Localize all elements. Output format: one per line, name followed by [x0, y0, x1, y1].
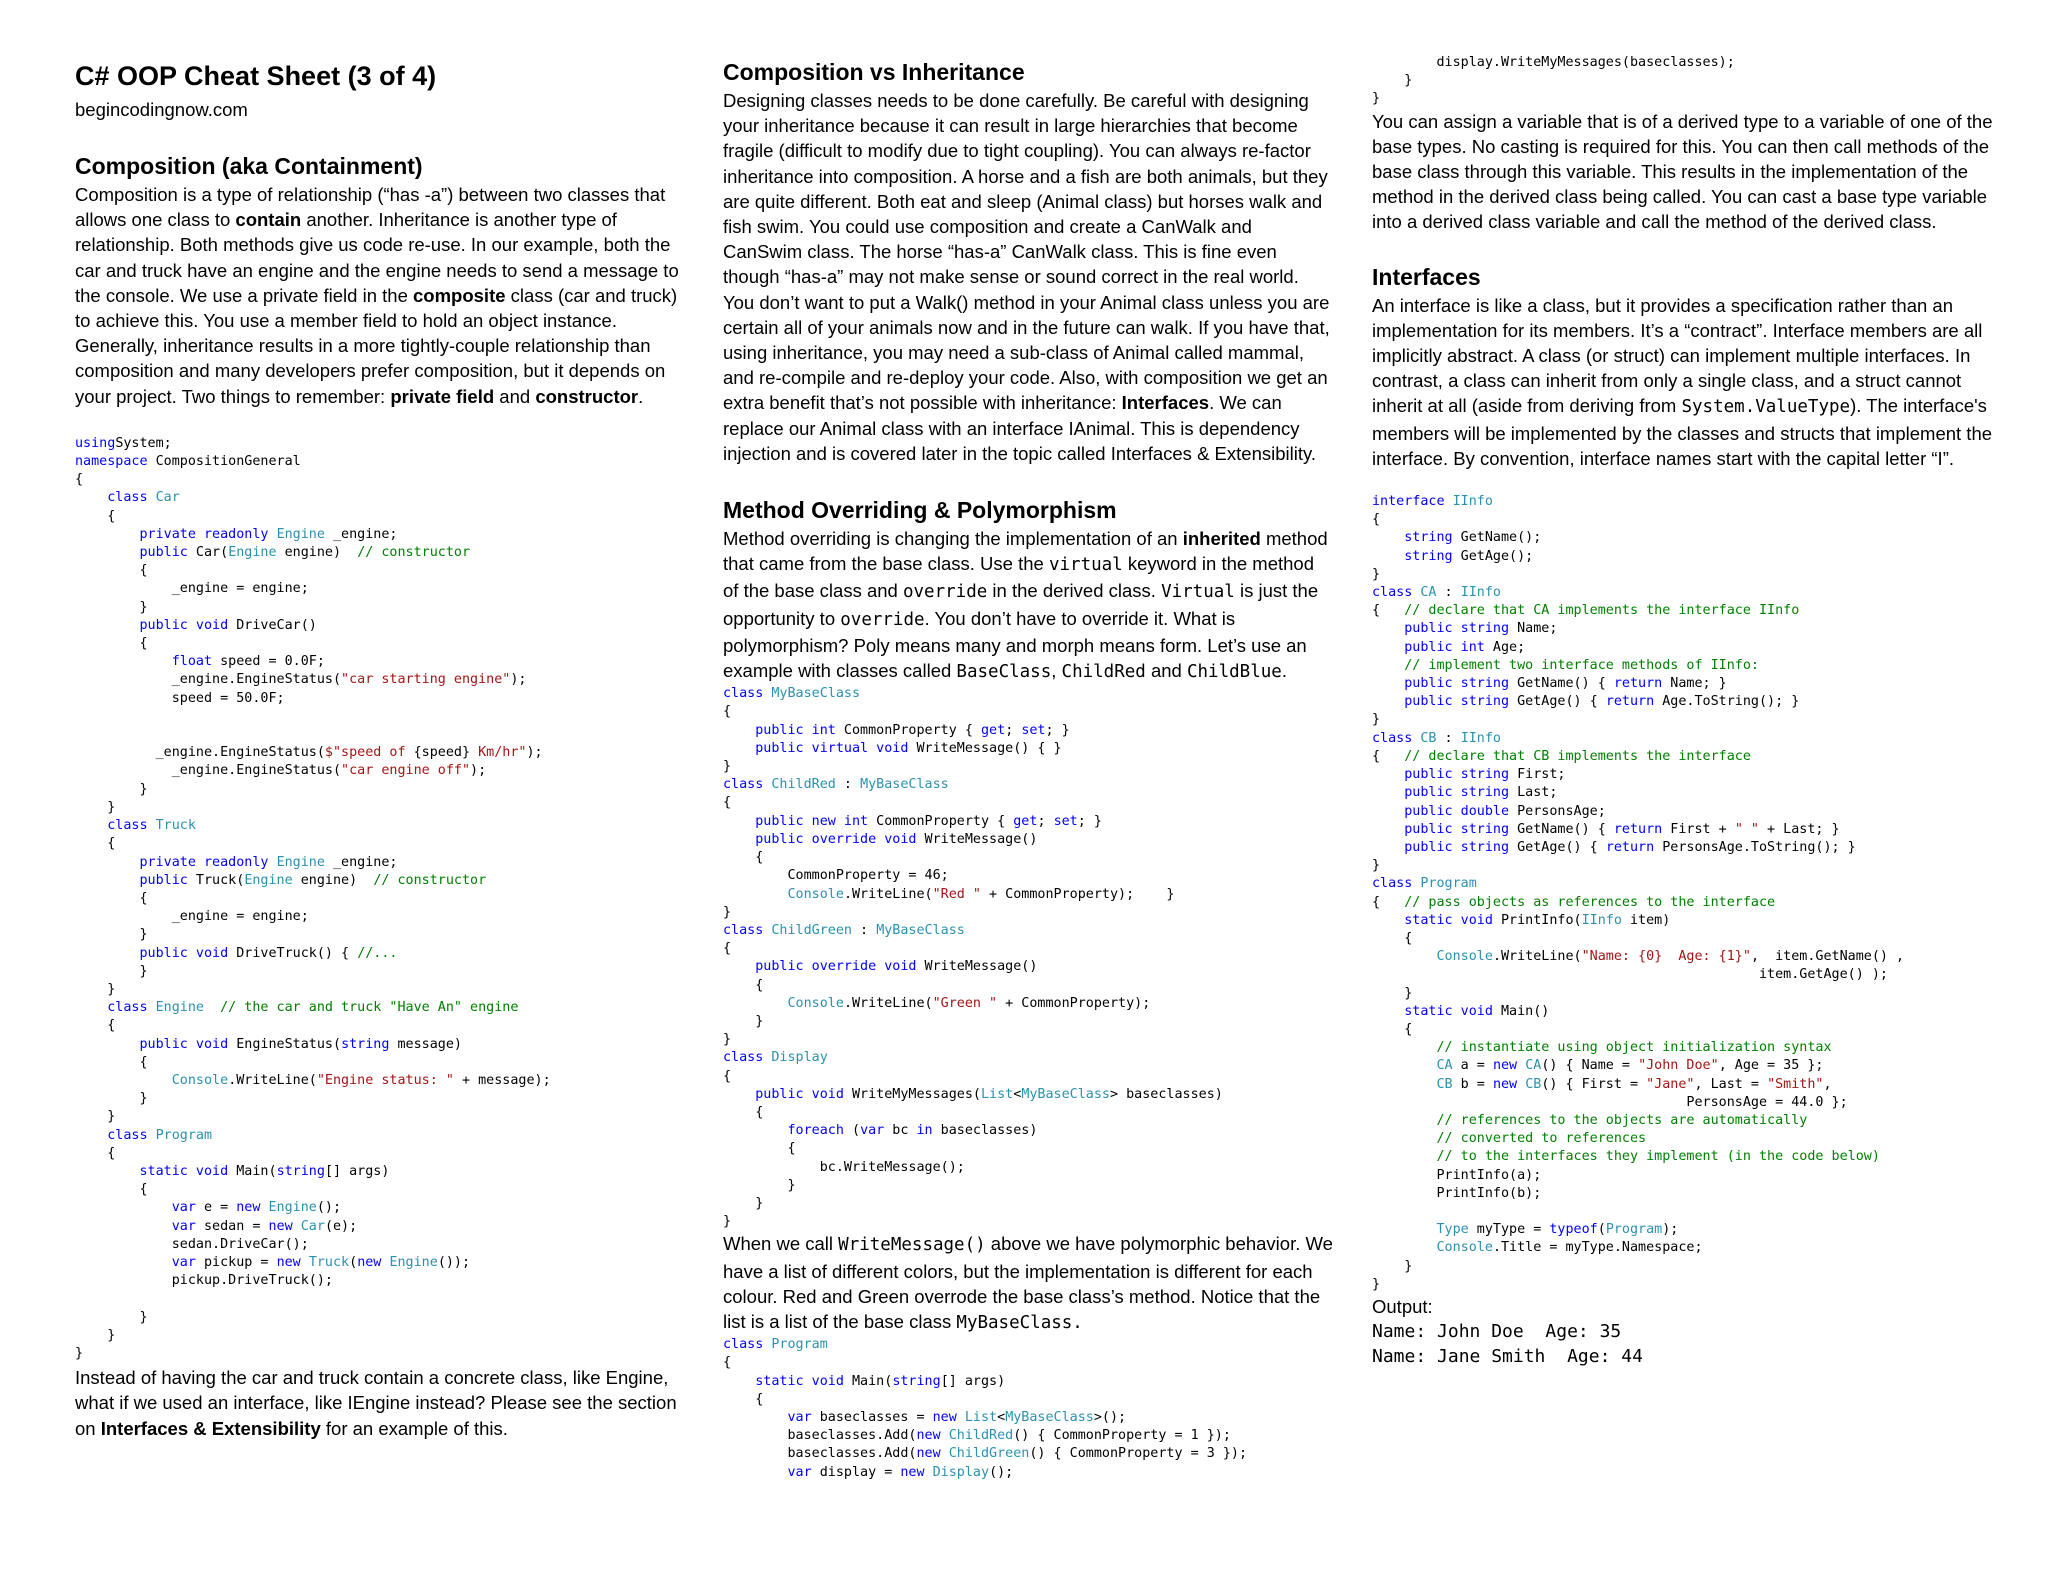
code-line: } — [75, 1327, 116, 1343]
code-line: _engine.EngineStatus("car starting engine"); — [75, 672, 527, 688]
code-line: public override void WriteMessage() — [755, 831, 1038, 847]
code-line: display.WriteMyMessages(baseclasses); — [1372, 55, 1735, 70]
code-line: // implement two interface methods of IInfo: — [1404, 657, 1759, 673]
code-line: class Program — [723, 1337, 828, 1353]
code-line: { — [75, 890, 148, 906]
composition-heading: Composition (aka Containment) — [75, 153, 423, 179]
code-line: class MyBaseClass — [723, 686, 861, 702]
code-line: namespace CompositionGeneral — [75, 454, 301, 470]
code-line: { — [1372, 1021, 1413, 1037]
interfaces-paragraph: An interface is like a class, but it provides a specification rather than an implementation for its members. It’s a “contract”. Interface members are all implicitly abstract. A class (or struct) can implement multiple interfaces. In contrast, a class can inherit from only a single class, and a struct cannot inherit at all (aside from deriving from System.ValueType). The interface's members will be implemented by the classes and structs that implement the interface. By convention, interface names start with the capital letter “I”. — [1372, 294, 1993, 469]
code-line: { — [723, 977, 764, 993]
code-line: PrintInfo(a); — [1372, 1167, 1542, 1183]
code-line: { — [1372, 930, 1413, 946]
code-line: } — [1372, 1276, 1381, 1292]
code-line: var baseclasses = new List<MyBaseClass>(); — [787, 1409, 1127, 1425]
code-line: PrintInfo(b); — [1372, 1185, 1542, 1201]
code-line: } — [1372, 858, 1381, 874]
code-line: public int Age; — [1404, 639, 1526, 655]
code-line: // converted to references — [1436, 1131, 1647, 1147]
code-line: CommonProperty = 46; — [723, 868, 949, 884]
code-line: { — [75, 1054, 148, 1070]
program-code-block — [723, 1336, 1333, 1482]
code-line: { — [723, 1391, 764, 1407]
code-line: } — [75, 963, 148, 979]
code-line: static void Main(string[] args) — [139, 1163, 390, 1179]
code-line: bc.WriteMessage(); — [723, 1159, 965, 1175]
code-line: } — [723, 1013, 764, 1029]
code-line: class Program — [1372, 876, 1477, 892]
code-line: speed = 50.0F; — [75, 690, 285, 706]
code-line: public void WriteMyMessages(List<MyBaseClass> baseclasses) — [755, 1086, 1223, 1102]
comp-vs-inh-heading: Composition vs Inheritance — [723, 59, 1025, 85]
code-line: pickup.DriveTruck(); — [75, 1273, 333, 1289]
code-line: } — [723, 904, 732, 920]
composition-paragraph: Composition is a type of relationship (“has -a”) between two classes that allows one class to contain another. Inheritance is another type of relationship. Both methods give us code re-use. In our example, both the car and truck have an engine and the engine needs to send a message to the console. We use a private field in the composite class (car and truck) to achieve this. You use a member field to hold an object instance. Generally, inheritance results in a more tightly-couple relationship than composition and many developers prefer composition, but it depends on your project. Two things to remember: private field and constructor. — [75, 184, 679, 407]
code-line: } — [723, 759, 732, 775]
code-line: Console.WriteLine("Engine status: " + message); — [171, 1072, 551, 1088]
code-line: } — [75, 1109, 116, 1125]
code-line: public new int CommonProperty { get; set; } — [755, 813, 1102, 829]
polymorphism-code-block — [723, 685, 1333, 1231]
code-line: { — [75, 1182, 148, 1198]
code-line: _engine = engine; — [75, 909, 309, 925]
code-line: public string GetName() { return Name; } — [1404, 676, 1727, 692]
code-line: public string GetName() { return First + " " + Last; } — [1404, 821, 1840, 837]
code-line: { — [75, 508, 116, 524]
code-line: } — [75, 781, 148, 797]
code-line: public Truck(Engine engine) // constructor — [139, 872, 487, 888]
code-line: // instantiate using object initialization syntax — [1436, 1040, 1832, 1056]
code-line: public int CommonProperty { get; set; } — [755, 722, 1070, 738]
code-line: item.GetAge() ); — [1372, 967, 1888, 983]
code-line: public string GetAge() { return PersonsAge.ToString(); } — [1404, 839, 1856, 855]
code-line: } — [1372, 985, 1413, 1001]
code-line: { — [723, 795, 732, 811]
overriding-paragraph: Method overriding is changing the implementation of an inherited method that came from the base class. Use the virtual keyword in the method of the base class and override in the derived class. Virtual is just the opportunity to override. You don’t have to override it. What is polymorphism? Poly means many and morph means form. Let’s use an example with classes called BaseClass, ChildRed and ChildBlue. — [723, 528, 1328, 683]
code-line: } — [723, 1195, 764, 1211]
code-line: } — [723, 1032, 732, 1048]
code-line: string GetAge(); — [1404, 548, 1534, 564]
code-line: class Car — [107, 490, 180, 506]
code-line: } — [75, 799, 116, 815]
code-line: public Car(Engine engine) // constructor — [139, 545, 471, 561]
code-line: _engine = engine; — [75, 581, 309, 597]
code-line: { — [723, 704, 732, 720]
code-line: class Program — [107, 1127, 213, 1143]
code-line: { — [75, 636, 148, 652]
code-line: private readonly Engine _engine; — [139, 526, 398, 542]
output-line-1: Name: John Doe Age: 35 — [1372, 1321, 1622, 1343]
code-line: } — [1372, 91, 1381, 107]
code-line: Console.WriteLine("Name: {0} Age: {1}", item.GetName() , — [1436, 949, 1905, 965]
code-line: { // declare that CA implements the interface IInfo — [1372, 603, 1800, 619]
code-line: var display = new Display(); — [787, 1464, 1014, 1480]
code-line: } — [1372, 1258, 1413, 1274]
code-line: } — [75, 981, 116, 997]
code-line: public string Last; — [1404, 785, 1558, 801]
comp-vs-inh-paragraph: Designing classes needs to be done carefully. Be careful with designing your inheritance because it can result in large hierarchies that become fragile (difficult to modify due to tight coupling). You can always re-factor inheritance into composition. A horse and a fish are both animals, but they are quite different. Both eat and sleep (Animal class) but horses walk and fish swim. You could use composition and create a CanWalk and CanSwim class. The horse “has-a” CanWalk class. This is fine even though “has-a” may not make sense or sound correct in the real world. You don’t want to put a Walk() method in your Animal class unless you are certain all of your animals now and in the future can walk. If you have that, using inheritance, you may need a sub-class of Animal called mammal, and re-compile and re-deploy your code. Also, with composition we get an extra benefit that’s not possible with inheritance: Interfaces. We can replace our Animal class with an interface IAnimal. This is dependency injection and is covered later in the topic called Interfaces & Extensibility. — [723, 90, 1330, 464]
code-line: { // declare that CB implements the interface — [1372, 748, 1751, 764]
code-line: // to the interfaces they implement (in the code below) — [1436, 1149, 1880, 1165]
code-line: } — [75, 1309, 148, 1325]
code-line: Console.WriteLine("Red " + CommonProperty); } — [787, 886, 1175, 902]
code-line: { — [75, 1145, 116, 1161]
interfaces-code-block — [1372, 493, 2002, 1294]
code-line: class Truck — [107, 818, 196, 834]
code-line: class CB : IInfo — [1372, 730, 1501, 746]
code-line: { — [723, 1104, 764, 1120]
code-line: { — [723, 941, 732, 957]
code-line: foreach (var bc in baseclasses) — [787, 1123, 1038, 1139]
code-line: public override void WriteMessage() — [755, 959, 1038, 975]
code-line: class Engine // the car and truck "Have An" engine — [107, 1000, 519, 1016]
code-line: public double PersonsAge; — [1404, 803, 1606, 819]
code-line: { — [723, 1141, 796, 1157]
continuation-code-block — [1372, 54, 2002, 109]
code-line: } — [75, 927, 148, 943]
composition-interface-note: Instead of having the car and truck contain a concrete class, like Engine, what if we used an interface, like IEngine instead? Please see the section on Interfaces & Extensibility for an example of this. — [75, 1367, 677, 1439]
code-line: { — [75, 563, 148, 579]
code-line: } — [723, 1214, 732, 1230]
code-line: public string First; — [1404, 767, 1566, 783]
code-line: _engine.EngineStatus($"speed of {speed} Km/hr"); — [75, 745, 543, 761]
code-line: var sedan = new Car(e); — [171, 1218, 358, 1234]
code-line: { — [723, 1068, 732, 1084]
code-line: float speed = 0.0F; — [171, 654, 325, 670]
code-line: { — [1372, 512, 1381, 528]
code-line: class CA : IInfo — [1372, 585, 1501, 601]
code-line: } — [1372, 73, 1413, 89]
page-title: C# OOP Cheat Sheet (3 of 4) — [75, 61, 437, 91]
derived-assignment-paragraph: You can assign a variable that is of a derived type to a variable of one of the base types. No casting is required for this. You can then call methods of the base class through this variable. This results in the implementation of the method in the derived class being called. You can cast a base type variable into a derived class variable and call the method of the derived class. — [1372, 110, 1993, 233]
code-line: } — [75, 599, 148, 615]
code-line: Console.WriteLine("Green " + CommonProperty); — [787, 995, 1151, 1011]
code-line: static void Main() — [1404, 1003, 1550, 1019]
code-line: sedan.DriveCar(); — [75, 1236, 309, 1252]
code-line: string GetName(); — [1404, 530, 1542, 546]
code-line: { — [75, 472, 84, 488]
code-line: // references to the objects are automatically — [1436, 1112, 1808, 1128]
code-line: public string GetAge() { return Age.ToString(); } — [1404, 694, 1800, 710]
code-line: usingSystem; — [75, 435, 172, 451]
code-line: } — [723, 1177, 796, 1193]
code-line: var pickup = new Truck(new Engine()); — [171, 1254, 471, 1270]
output-line-2: Name: Jane Smith Age: 44 — [1372, 1346, 1643, 1368]
code-line: private readonly Engine _engine; — [139, 854, 398, 870]
overriding-heading: Method Overriding & Polymorphism — [723, 497, 1117, 524]
code-line: static void PrintInfo(IInfo item) — [1404, 912, 1671, 928]
code-line: class Display — [723, 1050, 828, 1066]
code-line: var e = new Engine(); — [171, 1200, 342, 1216]
polymorphism-explanation: When we call WriteMessage() above we have polymorphic behavior. We have a list of different colors, but the implementation is different for each colour. Red and Green overrode the base class’s method. Notice that the list is a list of the base class MyBaseClass. — [723, 1233, 1333, 1333]
code-line: CA a = new CA() { Name = "John Doe", Age = 35 }; — [1436, 1058, 1824, 1074]
code-line: _engine.EngineStatus("car engine off"); — [75, 763, 487, 779]
code-line: static void Main(string[] args) — [755, 1373, 1006, 1389]
code-line: { — [723, 850, 764, 866]
column-composition — [75, 52, 685, 1441]
interfaces-heading: Interfaces — [1372, 263, 1481, 290]
code-line: public void DriveTruck() { //... — [139, 945, 398, 961]
site-name: begincodingnow.com — [75, 99, 248, 120]
code-line: { — [75, 1018, 116, 1034]
code-line: interface IInfo — [1372, 494, 1493, 510]
code-line: CB b = new CB() { First = "Jane", Last = "Smith", — [1436, 1076, 1832, 1092]
code-line: public string Name; — [1404, 621, 1558, 637]
code-line: { // pass objects as references to the interface — [1372, 894, 1776, 910]
code-line: Console.Title = myType.Namespace; — [1436, 1240, 1703, 1256]
code-line: { — [723, 1355, 732, 1371]
code-line: } — [75, 1091, 148, 1107]
column-inheritance — [723, 52, 1333, 1482]
code-line: class ChildGreen : MyBaseClass — [723, 922, 965, 938]
code-line: baseclasses.Add(new ChildGreen() { CommonProperty = 3 }); — [723, 1446, 1248, 1462]
column-interfaces — [1372, 54, 2002, 1369]
code-line: public virtual void WriteMessage() { } — [755, 740, 1062, 756]
code-line: } — [75, 1345, 84, 1361]
code-line: public void DriveCar() — [139, 617, 317, 633]
code-line: baseclasses.Add(new ChildRed() { CommonProperty = 1 }); — [723, 1428, 1231, 1444]
composition-code-block — [75, 435, 685, 1363]
code-line: } — [1372, 566, 1381, 582]
code-line: public void EngineStatus(string message) — [139, 1036, 462, 1052]
code-line: class ChildRed : MyBaseClass — [723, 777, 949, 793]
code-line: PersonsAge = 44.0 }; — [1372, 1094, 1848, 1110]
output-label: Output: — [1372, 1295, 1433, 1317]
code-line: { — [75, 836, 116, 852]
code-line: } — [1372, 712, 1381, 728]
code-line: Type myType = typeof(Program); — [1436, 1222, 1679, 1238]
